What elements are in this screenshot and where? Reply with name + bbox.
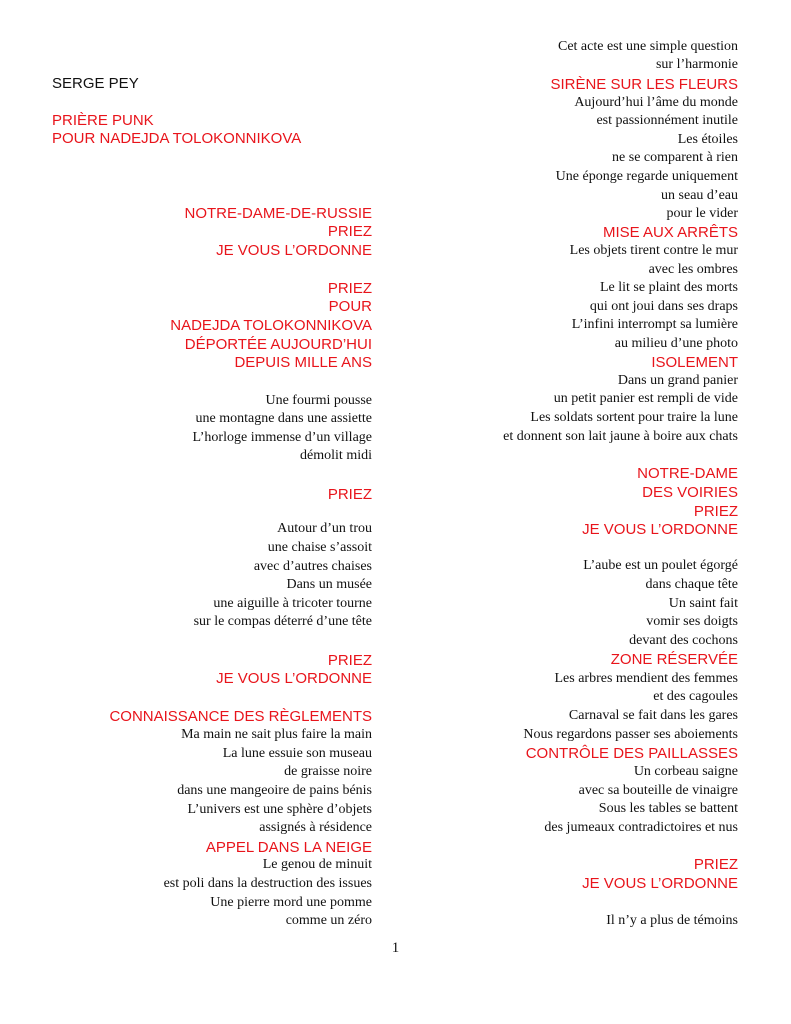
right-heading-line: PRIEZ [693,503,738,520]
left-heading-line: DÉPORTÉE AUJOURD’HUI [184,336,372,353]
right-verse-line: ne se comparent à rien [612,150,738,165]
right-verse-line: avec les ombres [648,262,738,277]
left-verse-line: une aiguille à tricoter tourne [213,596,372,611]
right-verse-line: devant des cochons [629,633,738,648]
left-verse-line: Dans un musée [286,577,372,592]
left-heading-line: PRIEZ [327,223,372,240]
right-verse-line: avec sa bouteille de vinaigre [578,783,738,798]
right-heading-line: MISE AUX ARRÊTS [602,224,738,241]
right-heading-line: PRIEZ [693,856,738,873]
left-verse-line: est poli dans la destruction des issues [163,876,372,891]
right-verse-line: Nous regardons passer ses aboiements [523,727,738,742]
right-verse-line: L’aube est un poulet égorgé [583,558,738,573]
left-verse-line: dans une mangeoire de pains bénis [177,783,372,798]
left-heading-line: PRIEZ [327,652,372,669]
left-heading-line: JE VOUS L’ORDONNE [216,242,372,259]
right-verse-line: Dans un grand panier [617,373,738,388]
left-verse-line: Le genou de minuit [262,857,372,872]
left-heading-line: PRIEZ [327,280,372,297]
page-number: 1 [391,940,400,956]
left-verse-line: avec d’autres chaises [253,559,372,574]
left-heading-line: DEPUIS MILLE ANS [234,354,372,371]
left-heading-line: JE VOUS L’ORDONNE [216,670,372,687]
right-verse-line: L’infini interrompt sa lumière [571,317,738,332]
right-verse-line: Carnaval se fait dans les gares [568,708,738,723]
right-verse-line: et donnent son lait jaune à boire aux chats [503,429,738,444]
right-verse-line: qui ont joui dans ses draps [589,299,738,314]
right-verse-line: Cet acte est une simple question [557,39,738,54]
left-verse-line: une chaise s’assoit [267,540,372,555]
author-name: SERGE PEY [52,75,139,92]
left-heading-line: NADEJDA TOLOKONNIKOVA [170,317,372,334]
right-verse-line: Sous les tables se battent [598,801,738,816]
right-verse-line: Les objets tirent contre le mur [569,243,738,258]
right-verse-line: Un saint fait [668,596,738,611]
left-verse-line: une montagne dans une assiette [195,411,372,426]
right-verse-line: Une éponge regarde uniquement [555,169,738,184]
right-verse-line: un seau d’eau [661,188,738,203]
right-heading-line: ISOLEMENT [651,354,738,371]
left-verse-line: assignés à résidence [259,820,372,835]
right-verse-line: Les soldats sortent pour traire la lune [530,410,738,425]
right-verse-line: Les étoiles [677,132,738,147]
right-verse-line: Un corbeau saigne [633,764,738,779]
right-verse-line: pour le vider [666,206,738,221]
right-verse-line: Les arbres mendient des femmes [554,671,738,686]
right-verse-line: Aujourd’hui l’âme du monde [574,95,738,110]
left-heading-line: PRIEZ [327,486,372,503]
left-heading-line: NOTRE-DAME-DE-RUSSIE [184,205,372,222]
left-verse-line: Ma main ne sait plus faire la main [181,727,372,742]
right-heading-line: CONTRÔLE DES PAILLASSES [525,745,738,762]
right-heading-line: SIRÈNE SUR LES FLEURS [550,76,738,93]
left-heading-line: POUR [328,298,372,315]
right-verse-line: un petit panier est rempli de vide [553,391,738,406]
left-verse-line: comme un zéro [285,913,372,928]
right-heading-line: JE VOUS L’ORDONNE [582,521,738,538]
right-heading-line: NOTRE-DAME [637,465,738,482]
right-verse-line: Le lit se plaint des morts [599,280,738,295]
right-verse-line: est passionnément inutile [596,113,738,128]
right-verse-line: des jumeaux contradictoires et nus [544,820,738,835]
left-verse-line: Une pierre mord une pomme [210,895,372,910]
right-heading-line: DES VOIRIES [642,484,738,501]
right-verse-line: Il n’y a plus de témoins [606,913,738,928]
right-verse-line: vomir ses doigts [646,614,738,629]
left-verse-line: démolit midi [300,448,372,463]
title-line-2: POUR NADEJDA TOLOKONNIKOVA [52,130,302,147]
left-heading-line: APPEL DANS LA NEIGE [205,839,372,856]
left-verse-line: Autour d’un trou [277,521,372,536]
right-verse-line: dans chaque tête [645,577,738,592]
left-verse-line: Une fourmi pousse [265,393,372,408]
left-verse-line: sur le compas déterré d’une tête [193,614,372,629]
right-heading-line: ZONE RÉSERVÉE [610,651,738,668]
title-line-1: PRIÈRE PUNK [52,112,154,129]
left-verse-line: La lune essuie son museau [222,746,372,761]
left-heading-line: CONNAISSANCE DES RÈGLEMENTS [109,708,372,725]
right-verse-line: sur l’harmonie [655,57,738,72]
right-verse-line: et des cagoules [653,689,738,704]
left-verse-line: de graisse noire [284,764,372,779]
left-verse-line: L’horloge immense d’un village [192,430,372,445]
right-verse-line: au milieu d’une photo [614,336,738,351]
left-verse-line: L’univers est une sphère d’objets [187,802,372,817]
right-heading-line: JE VOUS L’ORDONNE [582,875,738,892]
